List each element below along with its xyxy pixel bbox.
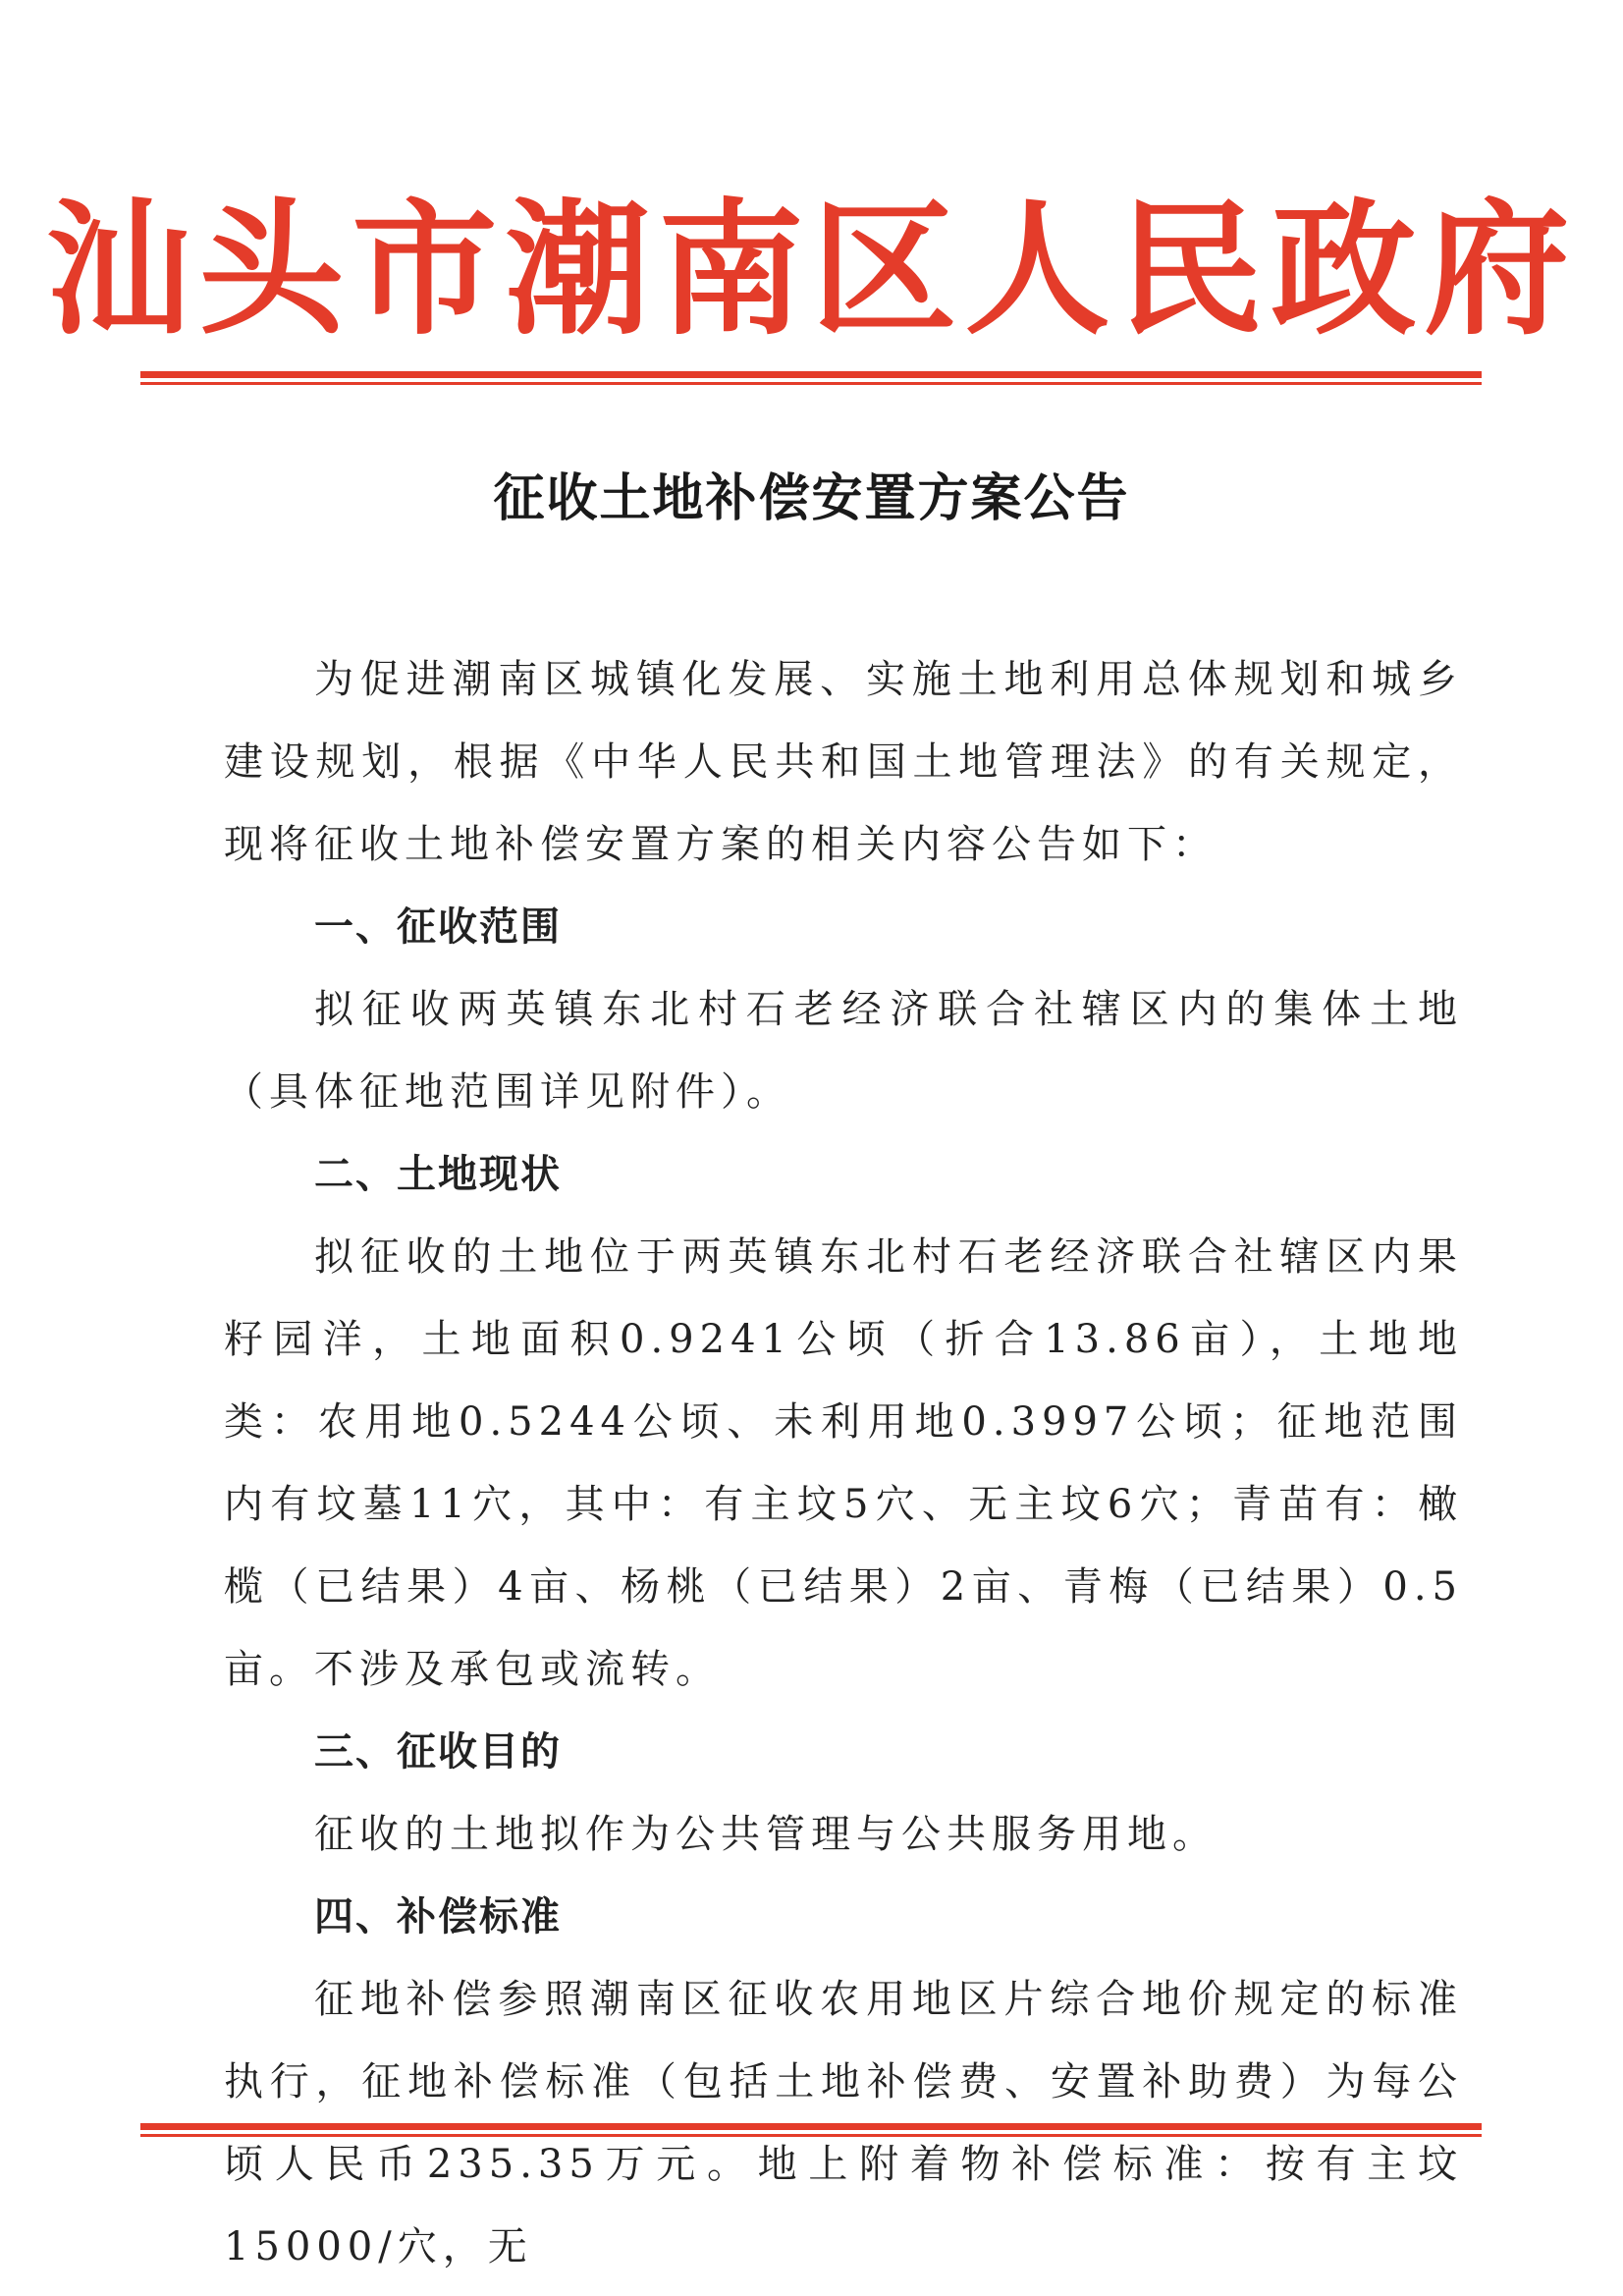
document-body	[224, 638, 1463, 2288]
section-heading-purpose: 三、征收目的	[314, 1729, 562, 1775]
land-status-paragraph: 拟征收的土地位于两英镇东北村石老经济联合社辖区内果籽园洋，土地面积0.9241公顷（折合13.86亩），土地地类：农用地0.5244公顷、未利用地0.3997公顷；征地范围内有坟墓11穴，其中：有主坟5穴、无主坟6穴；青苗有：橄榄（已结果）4亩、杨桃（已结果）2亩、青梅（已结果）0.5亩。不涉及承包或流转。	[224, 1234, 1463, 1692]
footer-divider-thick	[140, 2123, 1482, 2130]
footer-divider	[140, 2123, 1482, 2137]
intro-paragraph: 为促进潮南区城镇化发展、实施土地利用总体规划和城乡建设规划，根据《中华人民共和国土地管理法》的有关规定，现将征收土地补偿安置方案的相关内容公告如下：	[224, 657, 1463, 867]
header-divider-thick	[140, 371, 1482, 378]
document-title: 征收土地补偿安置方案公告	[493, 469, 1130, 528]
header-divider-thin	[140, 382, 1482, 385]
section-heading-scope: 一、征收范围	[314, 904, 562, 950]
section-heading-land-status: 二、土地现状	[314, 1152, 562, 1197]
compensation-paragraph: 征地补偿参照潮南区征收农用地区片综合地价规定的标准执行，征地补偿标准（包括土地补偿费、安置补助费）为每公顷人民币235.35万元。地上附着物补偿标准：按有主坟15000/穴，无	[224, 1977, 1463, 2269]
scope-paragraph: 拟征收两英镇东北村石老经济联合社辖区内的集体土地（具体征地范围详见附件）。	[224, 987, 1463, 1115]
section-heading-compensation: 四、补偿标准	[314, 1894, 562, 1940]
purpose-paragraph: 征收的土地拟作为公共管理与公共服务用地。	[314, 1812, 1217, 1857]
header-divider	[140, 371, 1482, 385]
footer-divider-thin	[140, 2134, 1482, 2137]
issuing-authority-header: 汕头市潮南区人民政府	[45, 184, 1578, 355]
